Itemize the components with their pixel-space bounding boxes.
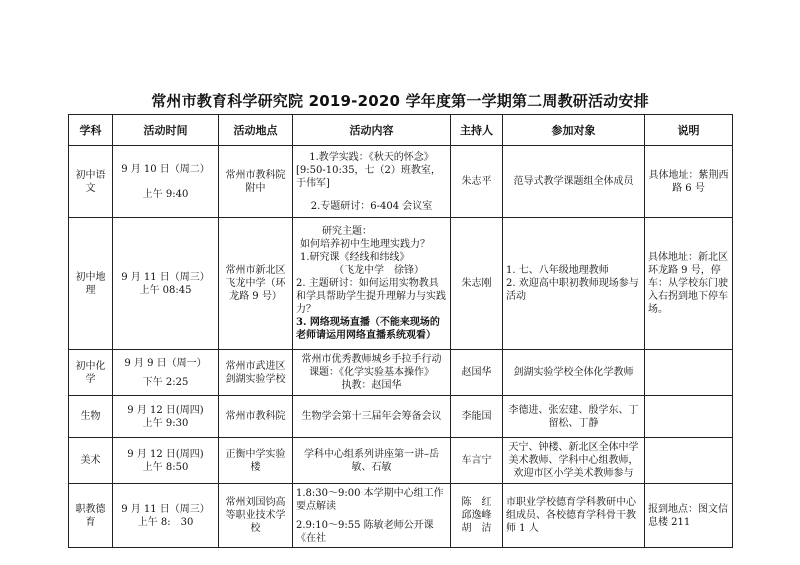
cell-content: 学科中心组系列讲座第一讲–岳敏、石敏 (293, 438, 451, 484)
cell-host: 车言宁 (451, 438, 503, 484)
cell-host: 赵国华 (451, 350, 503, 396)
cell-subject: 初中语文 (69, 146, 113, 218)
cell-time: 9 月 11 日（周三） 上午 8: 30 (113, 484, 219, 548)
header-row (69, 115, 733, 146)
cell-place: 常州市武进区剑湖实验学校 (219, 350, 293, 396)
cell-subject: 美术 (69, 438, 113, 484)
cell-participants: 剑湖实验学校全体化学教师 (503, 350, 645, 396)
cell-content: 1.8:30～9:00 本学期中心组工作要点解读 2.9:10～9:55 陈敏老师公开课《在社 (293, 484, 451, 548)
cell-place: 常州刘国钧高等职业技术学校 (219, 484, 293, 548)
schedule-table (68, 114, 733, 548)
cell-note (645, 350, 733, 396)
table-row (69, 146, 733, 218)
cell-time: 9 月 10 日（周二） 上午 9:40 (113, 146, 219, 218)
cell-content: 1.教学实践：《秋天的怀念》 [9:50-10:35，七（2）班教室，于伟军] 2.专题研讨：6-404 会议室 (293, 146, 451, 218)
cell-content: 研究主题： 如何培养初中生地理实践力？ 1.研究课《经线和纬线》 （飞龙中学 徐锋） 2. 主题研讨：如何运用实物教具和学具帮助学生提升理解力与实践力？ 3. 网络现场直播（不能来现场的老师请运用网络直播系统观看） (293, 218, 451, 350)
cell-time: 9 月 12 日(周四) 上午 8:50 (113, 438, 219, 484)
header-subject: 学科 (69, 115, 113, 146)
cell-host: 朱志平 (451, 146, 503, 218)
cell-content: 生物学会第十三届年会筹备会议 (293, 396, 451, 438)
cell-note: 具体地址：新北区环龙路 9 号，停车：从学校东门驶入右拐到地下停车场。 (645, 218, 733, 350)
cell-host: 陈 红 邱逸峰 胡 洁 (451, 484, 503, 548)
cell-time: 9 月 11 日（周三） 上午 08:45 (113, 218, 219, 350)
page-title: 常州市教育科学研究院 2019-2020 学年度第一学期第二周教研活动安排 (151, 92, 649, 110)
cell-subject: 生物 (69, 396, 113, 438)
table-row (69, 218, 733, 350)
cell-participants: 天宁、钟楼、新北区全体中学美术教师、学科中心组教师，欢迎市区小学美术教师参与 (503, 438, 645, 484)
cell-note (645, 396, 733, 438)
table-row (69, 484, 733, 548)
cell-participants: 范导式教学课题组全体成员 (503, 146, 645, 218)
header-note: 说明 (645, 115, 733, 146)
cell-note: 报到地点：图文信息楼 211 (645, 484, 733, 548)
cell-participants: 市职业学校德育学科教研中心组成员、各校德育学科骨干教师 1 人 (503, 484, 645, 548)
cell-place: 常州市新北区飞龙中学（环龙路 9 号） (219, 218, 293, 350)
cell-time: 9 月 9 日（周一） 下午 2:25 (113, 350, 219, 396)
cell-participants: 李德进、张宏建、殷学东、丁留松、丁静 (503, 396, 645, 438)
cell-place: 常州市教科院 (219, 396, 293, 438)
header-content: 活动内容 (293, 115, 451, 146)
cell-time: 9 月 12 日(周四) 上午 9:30 (113, 396, 219, 438)
cell-host: 李能国 (451, 396, 503, 438)
cell-note (645, 438, 733, 484)
cell-content: 常州市优秀教师城乡手拉手行动 课题：《化学实验基本操作》 执教：赵国华 (293, 350, 451, 396)
cell-place: 正衡中学实验楼 (219, 438, 293, 484)
cell-place: 常州市教科院附中 (219, 146, 293, 218)
cell-host: 朱志刚 (451, 218, 503, 350)
table-row (69, 396, 733, 438)
header-time: 活动时间 (113, 115, 219, 146)
table-row (69, 438, 733, 484)
table-row (69, 350, 733, 396)
header-place: 活动地点 (219, 115, 293, 146)
header-host: 主持人 (451, 115, 503, 146)
cell-subject: 职教德育 (69, 484, 113, 548)
cell-note: 具体地址：紫荆西路 6 号 (645, 146, 733, 218)
cell-subject: 初中地理 (69, 218, 113, 350)
cell-participants: 1. 七、八年级地理教师 2. 欢迎高中职初教师现场参与活动 (503, 218, 645, 350)
cell-subject: 初中化学 (69, 350, 113, 396)
header-participants: 参加对象 (503, 115, 645, 146)
